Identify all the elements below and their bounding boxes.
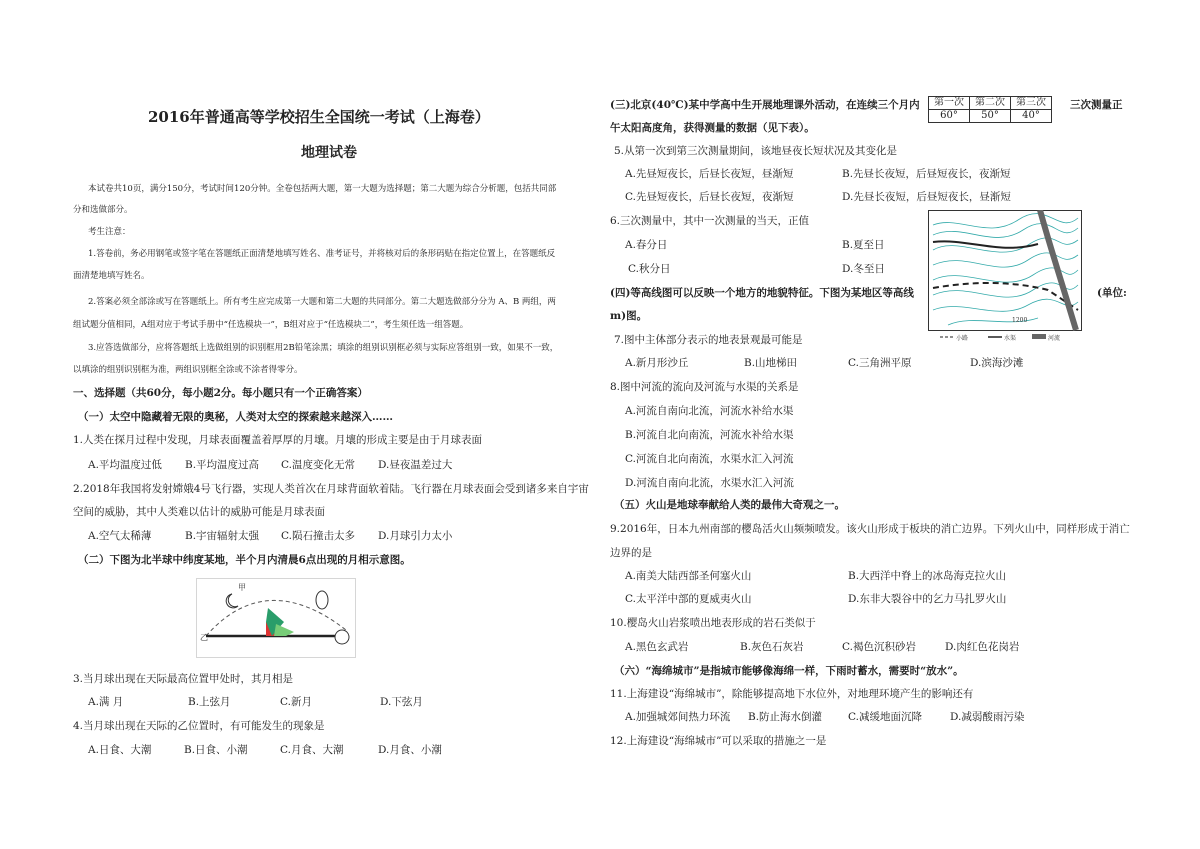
q3-option-a: A.满 月 xyxy=(88,696,124,708)
table-header-1: 第一次 xyxy=(929,97,970,110)
q6-option-c: C.秋分日 xyxy=(628,263,671,275)
q10-option-d: D.肉红色花岗岩 xyxy=(945,641,1020,653)
page-subtitle: 地理试卷 xyxy=(301,145,357,161)
q2-option-a: A.空气太稀薄 xyxy=(88,530,152,542)
q3-option-d: D.下弦月 xyxy=(380,696,423,708)
q10-option-b: B.灰色石灰岩 xyxy=(740,641,804,653)
q6-option-a: A.春分日 xyxy=(625,239,668,251)
q8-option-d: D.河流自南向北流，水渠水汇入河流 xyxy=(625,477,794,489)
q2-option-c: C.陨石撞击太多 xyxy=(281,530,355,542)
group-heading-tail: (单位: xyxy=(1097,287,1127,299)
question-9-cont: 边界的是 xyxy=(610,547,652,559)
intro-line: 分和选做部分。 xyxy=(73,205,133,215)
intro-note: 1.答卷前，务必用钢笔或签字笔在答题纸正面清楚地填写姓名、准考证号，并将核对后的条形码贴在指定位置上，在答题纸反 xyxy=(88,249,556,259)
q11-option-b: B.防止海水倒灌 xyxy=(748,711,823,723)
question-11: 11.上海建设“海绵城市”，除能够提高地下水位外，对地理环境产生的影响还有 xyxy=(610,688,974,700)
map-contour-label: 1200 xyxy=(1012,317,1028,324)
legend-river: 河流 xyxy=(1048,335,1061,342)
table-header-3: 第三次 xyxy=(1011,97,1052,110)
question-10: 10.樱岛火山岩浆喷出地表形成的岩石类似于 xyxy=(610,617,816,629)
q10-option-c: C.褐色沉积砂岩 xyxy=(842,641,916,653)
question-7: 7.图中主体部分表示的地表景观最可能是 xyxy=(614,334,803,346)
q1-option-d: D.昼夜温差过大 xyxy=(378,459,453,471)
contour-map xyxy=(928,210,1082,344)
group-heading: （六）“海绵城市”是指城市能够像海绵一样，下雨时蓄水，需要时“放水”。 xyxy=(614,665,964,677)
question-2: 2.2018年我国将发射嫦娥4号飞行器，实现人类首次在月球背面软着陆。飞行器在月球表面会受到诸多来自宇宙 xyxy=(73,483,589,495)
q7-option-d: D.滨海沙滩 xyxy=(970,357,1024,369)
group-heading: （二）下图为北半球中纬度某地，半个月内清晨6点出现的月相示意图。 xyxy=(78,554,411,566)
page-title: 2016年普通高等学校招生全国统一考试（上海卷） xyxy=(148,108,490,126)
q8-option-b: B.河流自北向南流，河流水补给水渠 xyxy=(625,429,794,441)
question-1: 1.人类在探月过程中发现，月球表面覆盖着厚厚的月壤。月壤的形成主要是由于月球表面 xyxy=(73,434,483,446)
q1-option-a: A.平均温度过低 xyxy=(88,459,162,471)
q3-option-b: B.上弦月 xyxy=(188,696,231,708)
q4-option-b: B.日食、小潮 xyxy=(184,744,248,756)
q4-option-a: A.日食、大潮 xyxy=(88,744,152,756)
group-heading: (四)等高线图可以反映一个地方的地貌特征。下图为某地区等高线 xyxy=(610,287,914,299)
intro-note: 以填涂的组别识别框为准，两组识别框全涂或不涂者得零分。 xyxy=(73,365,303,375)
question-6: 6.三次测量中，其中一次测量的当天，正值 xyxy=(610,215,810,227)
question-3: 3.当月球出现在天际最高位置甲处时，其月相是 xyxy=(73,673,294,685)
group-heading-tail: 三次测量正 xyxy=(1070,99,1123,111)
q4-option-d: D.月食、小潮 xyxy=(378,744,442,756)
group-heading: (三)北京(40℃)某中学高中生开展地理课外活动，在连续三个月内 xyxy=(610,99,920,111)
table-value-1: 60° xyxy=(929,110,970,123)
q5-option-a: A.先昼短夜长，后昼长夜短，昼渐短 xyxy=(625,168,794,180)
fig-label-jia: 甲 xyxy=(238,583,246,592)
q9-option-b: B.大西洋中脊上的冰岛海克拉火山 xyxy=(848,570,1007,582)
q2-option-b: B.宇宙辐射太强 xyxy=(185,530,260,542)
q5-option-b: B.先昼长夜短，后昼短夜长，夜渐短 xyxy=(842,168,1011,180)
question-2-cont: 空间的威胁，其中人类难以估计的威胁可能是月球表面 xyxy=(73,506,325,518)
q7-option-b: B.山地梯田 xyxy=(744,357,798,369)
q11-option-d: D.减弱酸雨污染 xyxy=(950,711,1025,723)
q9-option-c: C.太平洋中部的夏威夷火山 xyxy=(625,593,752,605)
group-heading: （一）太空中隐藏着无限的奥秘，人类对太空的探索越来越深入…… xyxy=(78,411,393,423)
fig-label-yi: 乙 xyxy=(200,633,208,642)
question-4: 4.当月球出现在天际的乙位置时，有可能发生的现象是 xyxy=(73,720,325,732)
group-heading-cont: m)图。 xyxy=(610,310,648,322)
table-value-2: 50° xyxy=(970,110,1011,123)
q9-option-d: D.东非大裂谷中的乞力马扎罗火山 xyxy=(848,593,1007,605)
question-9: 9.2016年，日本九州南部的樱岛活火山频频喷发。该火山形成于板块的消亡边界。下列火山中，同样形成于消亡 xyxy=(610,523,1130,535)
q5-option-d: D.先昼长夜短，后昼短夜长，昼渐短 xyxy=(842,191,1011,203)
intro-note: 组试题分值相同，A组对应于考试手册中“任选模块一”，B组对应于“任选模块二”，考生须任选一组答题。 xyxy=(73,320,469,330)
intro-notice: 考生注意： xyxy=(88,227,131,237)
q3-option-c: C.新月 xyxy=(280,696,312,708)
legend-path: 小路 xyxy=(956,335,969,342)
question-12: 12.上海建设“海绵城市”可以采取的措施之一是 xyxy=(610,735,827,747)
q5-option-c: C.先昼短夜长，后昼长夜短，夜渐短 xyxy=(625,191,794,203)
measurement-table xyxy=(928,96,1052,123)
legend-canal: 水渠 xyxy=(1004,335,1017,342)
question-5: 5.从第一次到第三次测量期间，该地昼夜长短状况及其变化是 xyxy=(614,145,898,157)
q7-option-c: C.三角洲平原 xyxy=(848,357,912,369)
section-heading: 一、选择题（共60分，每小题2分。每小题只有一个正确答案） xyxy=(73,387,368,399)
q2-option-d: D.月球引力太小 xyxy=(378,530,453,542)
q11-option-a: A.加强城郊间热力环流 xyxy=(625,711,731,723)
intro-line: 本试卷共10页，满分150分，考试时间120分钟。全卷包括两大题，第一大题为选择题；第二大题为综合分析题，包括共同部 xyxy=(88,184,557,194)
q1-option-b: B.平均温度过高 xyxy=(185,459,260,471)
q1-option-c: C.温度变化无常 xyxy=(281,459,355,471)
intro-note: 面清楚地填写姓名。 xyxy=(73,271,150,281)
group-heading-cont: 午太阳高度角，获得测量的数据（见下表）。 xyxy=(610,122,815,134)
table-value-3: 40° xyxy=(1011,110,1052,123)
q11-option-c: C.减缓地面沉降 xyxy=(848,711,922,723)
question-8: 8.图中河流的流向及河流与水渠的关系是 xyxy=(610,381,799,393)
q9-option-a: A.南美大陆西部圣何塞火山 xyxy=(625,570,752,582)
q8-option-c: C.河流自北向南流，水渠水汇入河流 xyxy=(625,453,794,465)
intro-note: 3.应答选做部分，应将答题纸上选做组别的识别框用2B铅笔涂黑；填涂的组别识别框必须与实际应答组别一致，如果不一致， xyxy=(88,343,559,353)
q7-option-a: A.新月形沙丘 xyxy=(625,357,689,369)
group-heading: （五）火山是地球奉献给人类的最伟大奇观之一。 xyxy=(614,499,845,511)
q4-option-c: C.月食、大潮 xyxy=(280,744,344,756)
table-header-2: 第二次 xyxy=(970,97,1011,110)
intro-note: 2.答案必须全部涂或写在答题纸上。所有考生应完成第一大题和第二大题的共同部分。第二大题选做部分分为 A、B 两组，两 xyxy=(88,297,556,307)
q6-option-d: D.冬至日 xyxy=(842,263,885,275)
moon-phase-figure xyxy=(196,578,356,658)
q10-option-a: A.黑色玄武岩 xyxy=(625,641,689,653)
q8-option-a: A.河流自南向北流，河流水补给水渠 xyxy=(625,405,794,417)
q6-option-b: B.夏至日 xyxy=(842,239,885,251)
